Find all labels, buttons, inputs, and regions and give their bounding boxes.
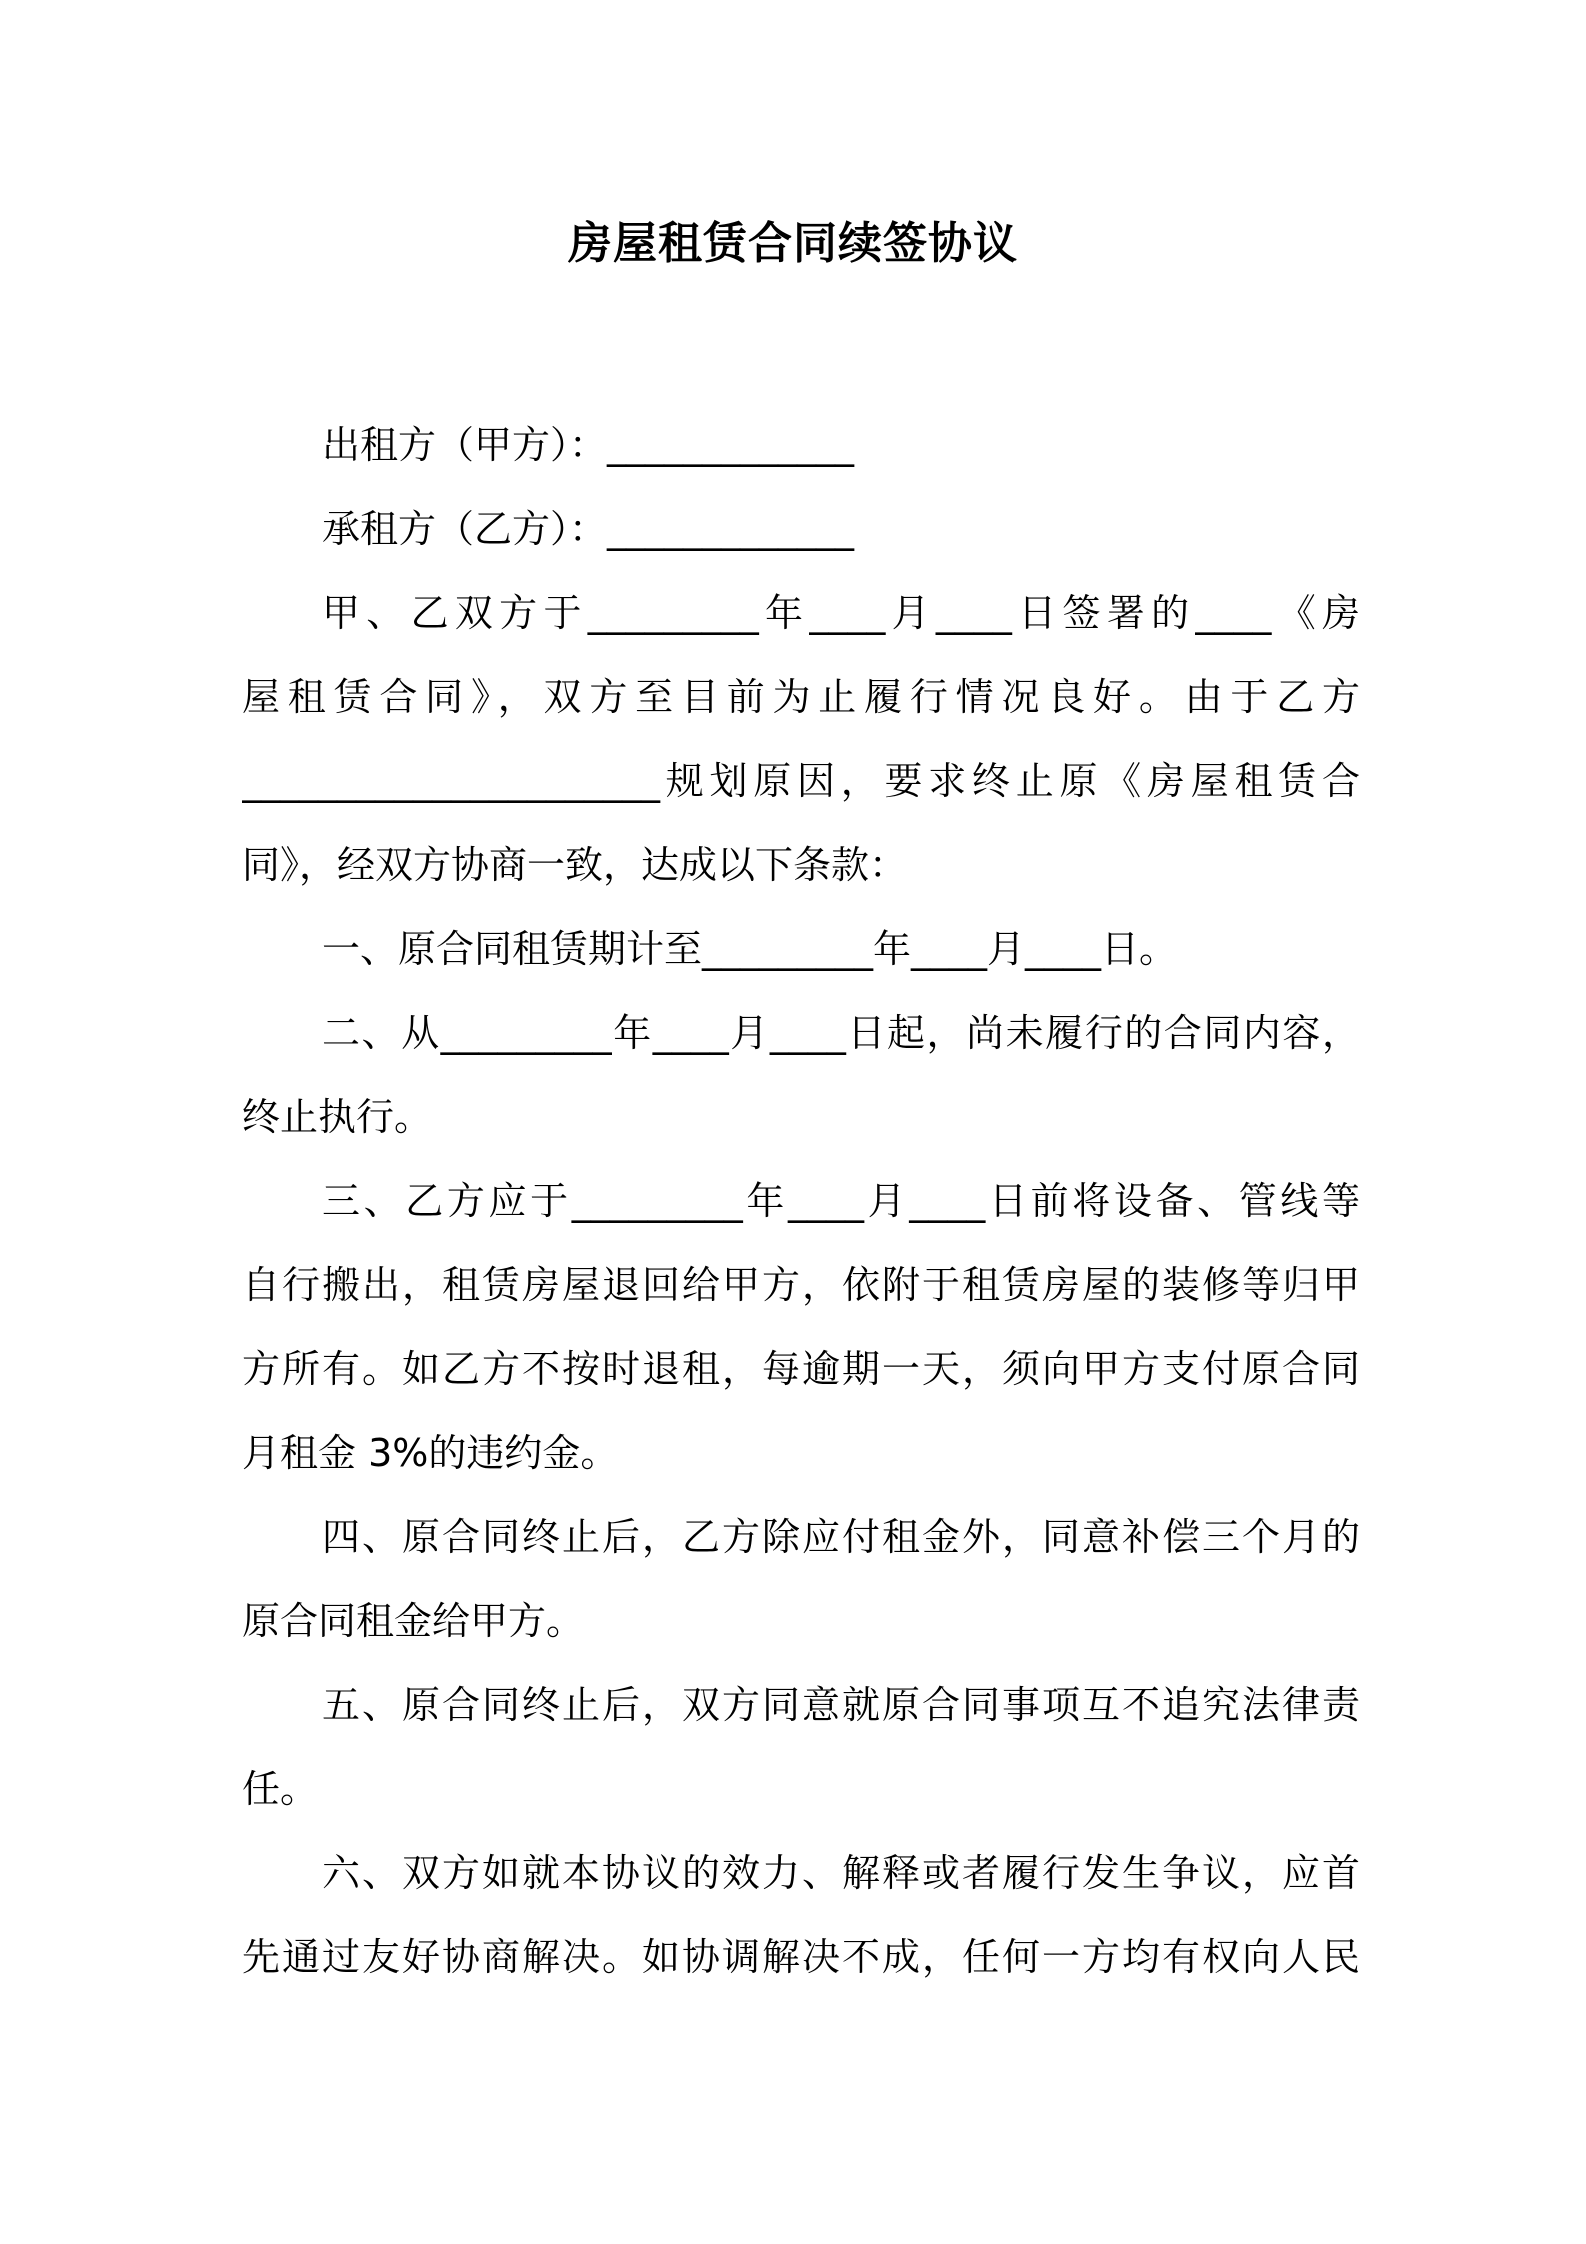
clause-5-line-2: 任。 bbox=[242, 1767, 319, 1811]
clause-6-line-1: 六、双方如就本协议的效力、解释或者履行发生争议，应首 bbox=[322, 1851, 1360, 1895]
clause-6-line-2: 先通过友好协商解决。如协调解决不成，任何一方均有权向人民 bbox=[242, 1935, 1360, 1979]
clause-4-line-1: 四、原合同终止后，乙方除应付租金外，同意补偿三个月的 bbox=[322, 1515, 1360, 1559]
clause-3-line-1: 三、乙方应于_________年____月____日前将设备、管线等 bbox=[322, 1179, 1360, 1223]
clause-2-line-2: 终止执行。 bbox=[242, 1095, 433, 1139]
preamble-line-4: 同》，经双方协商一致，达成以下条款： bbox=[242, 843, 908, 887]
preamble-line-2: 屋租赁合同》，双方至目前为止履行情况良好。由于乙方 bbox=[242, 675, 1360, 719]
party-b-line: 承租方（乙方）：_____________ bbox=[322, 507, 855, 551]
clause-4-line-2: 原合同租金给甲方。 bbox=[242, 1599, 585, 1643]
clause-3-line-2: 自行搬出，租赁房屋退回给甲方，依附于租赁房屋的装修等归甲 bbox=[242, 1263, 1360, 1307]
clause-3-line-3: 方所有。如乙方不按时退租，每逾期一天，须向甲方支付原合同 bbox=[242, 1347, 1360, 1391]
clause-2-line-1: 二、从_________年____月____日起，尚未履行的合同内容， bbox=[322, 1011, 1360, 1055]
clause-1-line-1: 一、原合同租赁期计至_________年____月____日。 bbox=[322, 927, 1178, 971]
document-title: 房屋租赁合同续签协议 bbox=[568, 218, 1018, 269]
preamble-line-1: 甲、乙双方于_________年____月____日签署的____《房 bbox=[322, 591, 1360, 635]
preamble-line-3: ______________________规划原因，要求终止原《房屋租赁合 bbox=[242, 759, 1360, 803]
document-body bbox=[242, 403, 1360, 1999]
clause-5-line-1: 五、原合同终止后，双方同意就原合同事项互不追究法律责 bbox=[322, 1683, 1360, 1727]
clause-3-line-4: 月租金 3%的违约金。 bbox=[242, 1431, 619, 1475]
party-a-line: 出租方（甲方）：_____________ bbox=[322, 423, 855, 467]
